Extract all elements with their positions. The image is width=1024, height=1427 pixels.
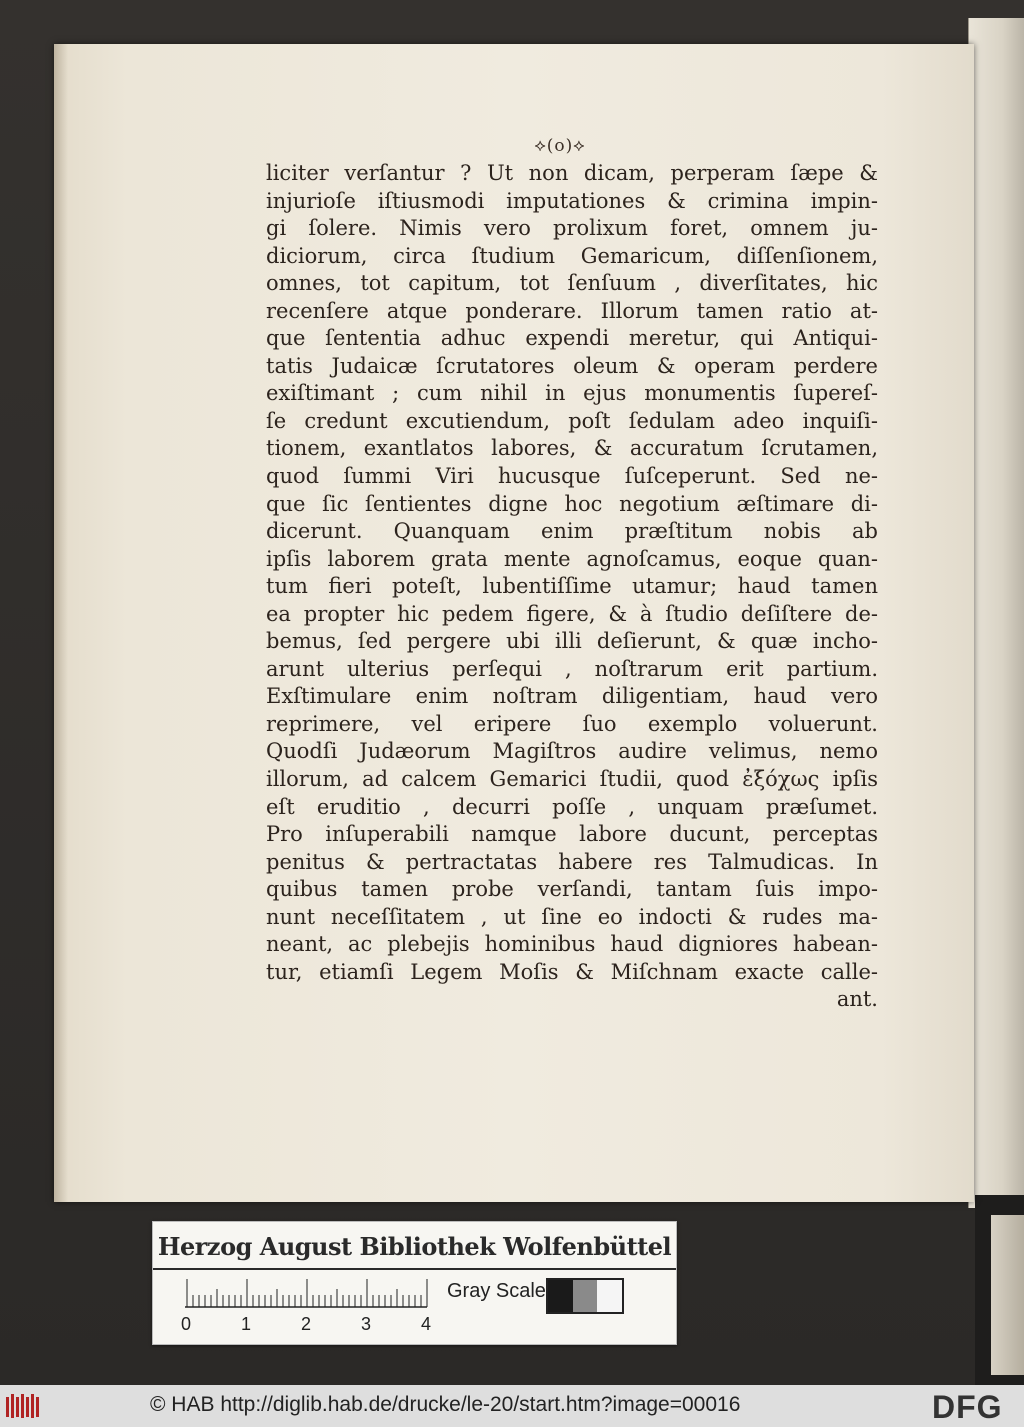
ruler-number: 3 bbox=[361, 1314, 372, 1334]
page-gutter-shadow bbox=[54, 44, 68, 1202]
gray-scale-label: Gray Scale bbox=[447, 1280, 546, 1302]
text-line: recenſere atque ponderare. Illorum tamen ratio at- bbox=[266, 298, 878, 323]
ruler-number: 4 bbox=[421, 1314, 432, 1334]
dfg-logo: DFG bbox=[932, 1389, 1003, 1425]
ruler-number: 0 bbox=[181, 1314, 192, 1334]
text-line: Pro inſuperabili namque labore ducunt, perceptas bbox=[266, 822, 878, 847]
ruler-number: 1 bbox=[241, 1314, 252, 1334]
gray-swatch bbox=[573, 1280, 598, 1312]
text-line: nunt neceſſitatem , ut ſine eo indocti & rudes ma- bbox=[266, 904, 878, 929]
text-line: que ſententia adhuc expendi meretur, qui Antiqui- bbox=[266, 326, 878, 351]
text-line: liciter verſantur ? Ut non dicam, perperam ſæpe & bbox=[266, 161, 878, 185]
text-line: dicerunt. Quanquam enim præſtitum nobis ab bbox=[266, 519, 878, 544]
text-line: tur, etiamſi Legem Moſis & Miſchnam exacte calle- bbox=[266, 959, 878, 984]
text-line: ea propter hic pedem figere, & à ſtudio deſiſtere de- bbox=[266, 601, 878, 626]
text-line: injurioſe iſtiusmodi imputationes & crimina impin- bbox=[266, 188, 878, 213]
text-line: reprimere, vel eripere ſuo exemplo voluerunt. bbox=[266, 711, 878, 736]
gray-scale-swatches bbox=[546, 1278, 624, 1314]
hab-logo-icon bbox=[4, 1391, 44, 1421]
text-line: bemus, ſed pergere ubi illi deſierunt, & quæ incho- bbox=[266, 629, 878, 654]
page-header-ornament: ⟡(o)⟡ bbox=[534, 136, 586, 156]
text-line: ſe credunt excutiendum, poſt ſedulam adeo inquiſi- bbox=[266, 408, 878, 433]
text-line: omnes, tot capitum, tot ſenſuum , diverſitates, hic bbox=[266, 271, 878, 296]
page-text-block bbox=[266, 160, 878, 1014]
text-line: penitus & pertractatas habere res Talmudicas. In bbox=[266, 849, 878, 874]
gray-swatch bbox=[597, 1280, 622, 1312]
text-line: neant, ac plebejis hominibus haud digniores habean- bbox=[266, 932, 878, 957]
ruler-number: 2 bbox=[301, 1314, 312, 1334]
library-color-card bbox=[152, 1221, 677, 1345]
text-line: illorum, ad calcem Gemarici ſtudii, quod ἐξόχως ipſis bbox=[266, 767, 878, 792]
text-line: Quodſi Judæorum Magiſtros audire velimus, nemo bbox=[266, 739, 878, 764]
catchword: ant. bbox=[836, 987, 878, 1012]
text-line: eſt eruditio , decurri poſſe , unquam præſumet. bbox=[266, 794, 878, 819]
text-line: exiſtimant ; cum nihil in ejus monumentis ſupereſ- bbox=[266, 381, 878, 406]
gray-swatch bbox=[548, 1280, 573, 1312]
text-line: tum fieri poteſt, lubentiſſime utamur; haud tamen bbox=[266, 574, 878, 599]
next-page-strip bbox=[991, 1215, 1024, 1375]
text-line: ipſis laborem grata mente agnoſcamus, eoque quan- bbox=[266, 546, 878, 571]
text-line: quibus tamen probe verſandi, tantam ſuis impo- bbox=[266, 877, 878, 902]
text-line: quod ſummi Viri hucusque ſuſceperunt. Sed ne- bbox=[266, 464, 878, 489]
text-line: tatis Judaicæ ſcrutatores oleum & operam perdere bbox=[266, 353, 878, 378]
next-page-edge bbox=[968, 18, 1024, 1208]
text-line: gi ſolere. Nimis vero prolixum foret, omnem ju- bbox=[266, 216, 878, 241]
label-divider bbox=[153, 1268, 676, 1270]
text-line: tionem, exantlatos labores, & accuratum ſcrutamen, bbox=[266, 436, 878, 461]
next-page-shadow bbox=[975, 1195, 1024, 1385]
measurement-ruler bbox=[185, 1278, 435, 1308]
copyright-url[interactable]: © HAB http://diglib.hab.de/drucke/le-20/start.htm?image=00016 bbox=[150, 1393, 741, 1416]
text-line: que ſic ſentientes digne hoc negotium æſtimare di- bbox=[266, 491, 878, 516]
viewer-footer bbox=[0, 1385, 1024, 1427]
text-line: Exſtimulare enim noſtram diligentiam, haud vero bbox=[266, 684, 878, 709]
library-name: Herzog August Bibliothek Wolfenbüttel bbox=[157, 1232, 672, 1261]
text-line: diciorum, circa ſtudium Gemaricum, diſſenſionem, bbox=[266, 243, 878, 268]
text-line: arunt ulterius perſequi , noſtrarum erit partium. bbox=[266, 656, 878, 681]
